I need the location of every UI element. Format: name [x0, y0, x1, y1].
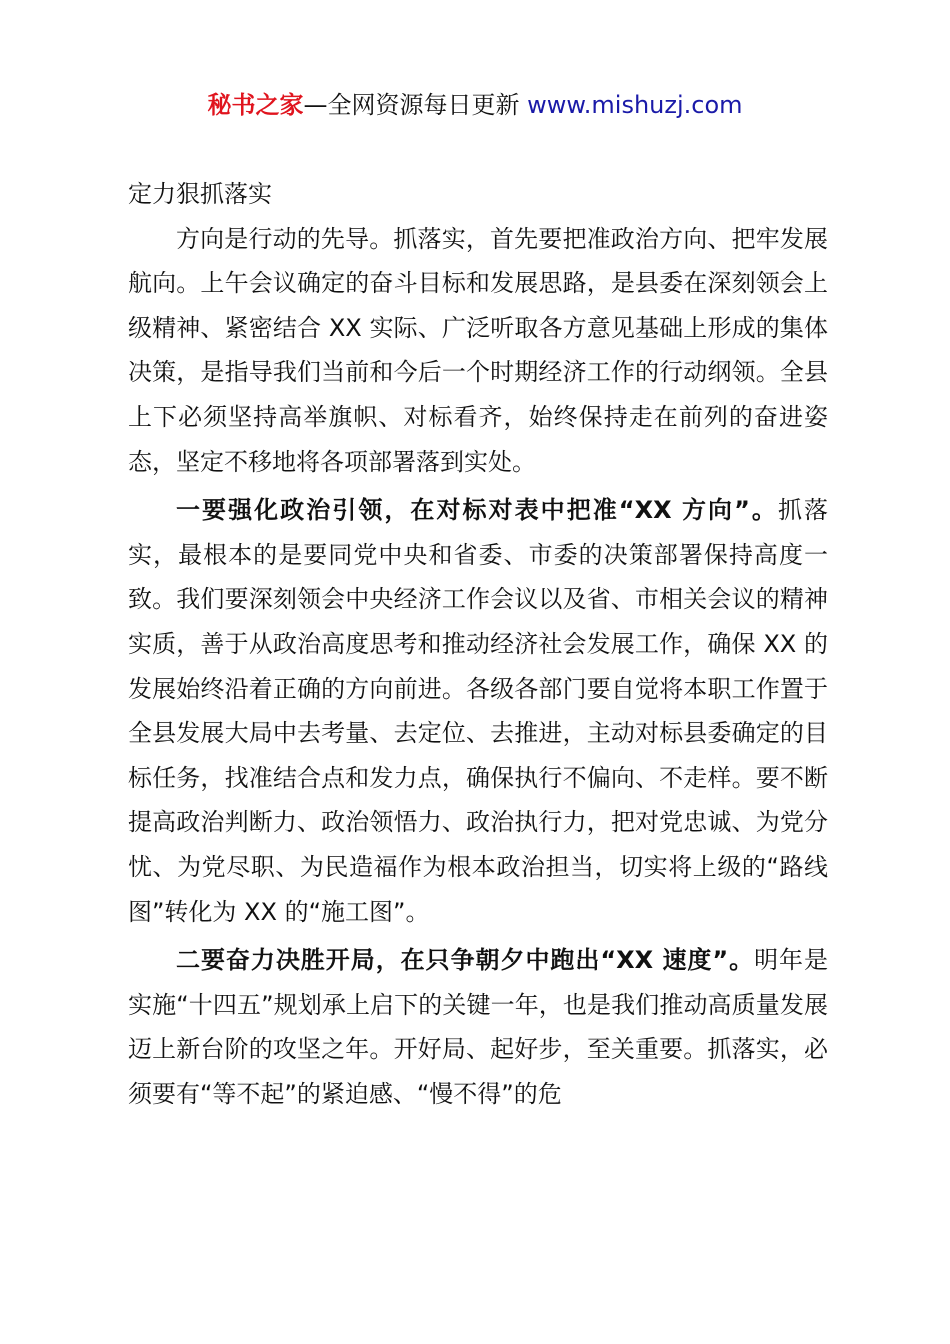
header-tagline: —全网资源每日更新 [303, 91, 520, 119]
paragraph-lead-heading: 一要强化政治引领，在对标对表中把准“XX 方向”。 [176, 496, 778, 525]
site-header [0, 88, 950, 122]
brand-name: 秘书之家 [207, 91, 304, 119]
document-body [128, 172, 828, 1116]
paragraph-decisive-start [128, 938, 828, 1116]
site-url-link[interactable]: www.mishuzj.com [527, 91, 743, 119]
paragraph-text: 抓落实，最根本的是要同党中央和省委、市委的决策部署保持高度一致。我们要深刻领会中央经济工作会议以及省、市相关会议的精神实质，善于从政治高度思考和推动经济社会发展工作，确保 XX 的发展始终沿着正确的方向前进。各级各部门要自觉将本职工作置于全县发展大局中去考量、去定位、去推进，主动对标县委确定的目标任务，找准结合点和发力点，确保执行不偏向、不走样。要不断提高政治判断力、政治领悟力、政治执行力，把对党忠诚、为党分忧、为党尽职、为民造福作为根本政治担当，切实将上级的“路线图”转化为 XX 的“施工图”。 [128, 496, 828, 926]
paragraph-political-leadership [128, 488, 828, 934]
paragraph-text: 明年是实施“十四五”规划承上启下的关键一年，也是我们推动高质量发展迈上新台阶的攻坚之年。开好局、起好步，至关重要。抓落实，必须要有“等不起”的紧迫感、“慢不得”的危 [128, 946, 829, 1108]
paragraph-lead-heading: 二要奋力决胜开局，在只争朝夕中跑出“XX 速度”。 [176, 946, 755, 975]
paragraph-direction: 方向是行动的先导。抓落实，首先要把准政治方向、把牢发展航向。上午会议确定的奋斗目标和发展思路，是县委在深刻领会上级精神、紧密结合 XX 实际、广泛听取各方意见基础上形成的集体决策，是指导我们当前和今后一个时期经济工作的行动纲领。全县上下必须坚持高举旗帜、对标看齐，始终保持走在前列的奋进姿态，坚定不移地将各项部署落到实处。 [128, 224, 828, 476]
continued-heading-line: 定力狠抓落实 [128, 180, 272, 208]
